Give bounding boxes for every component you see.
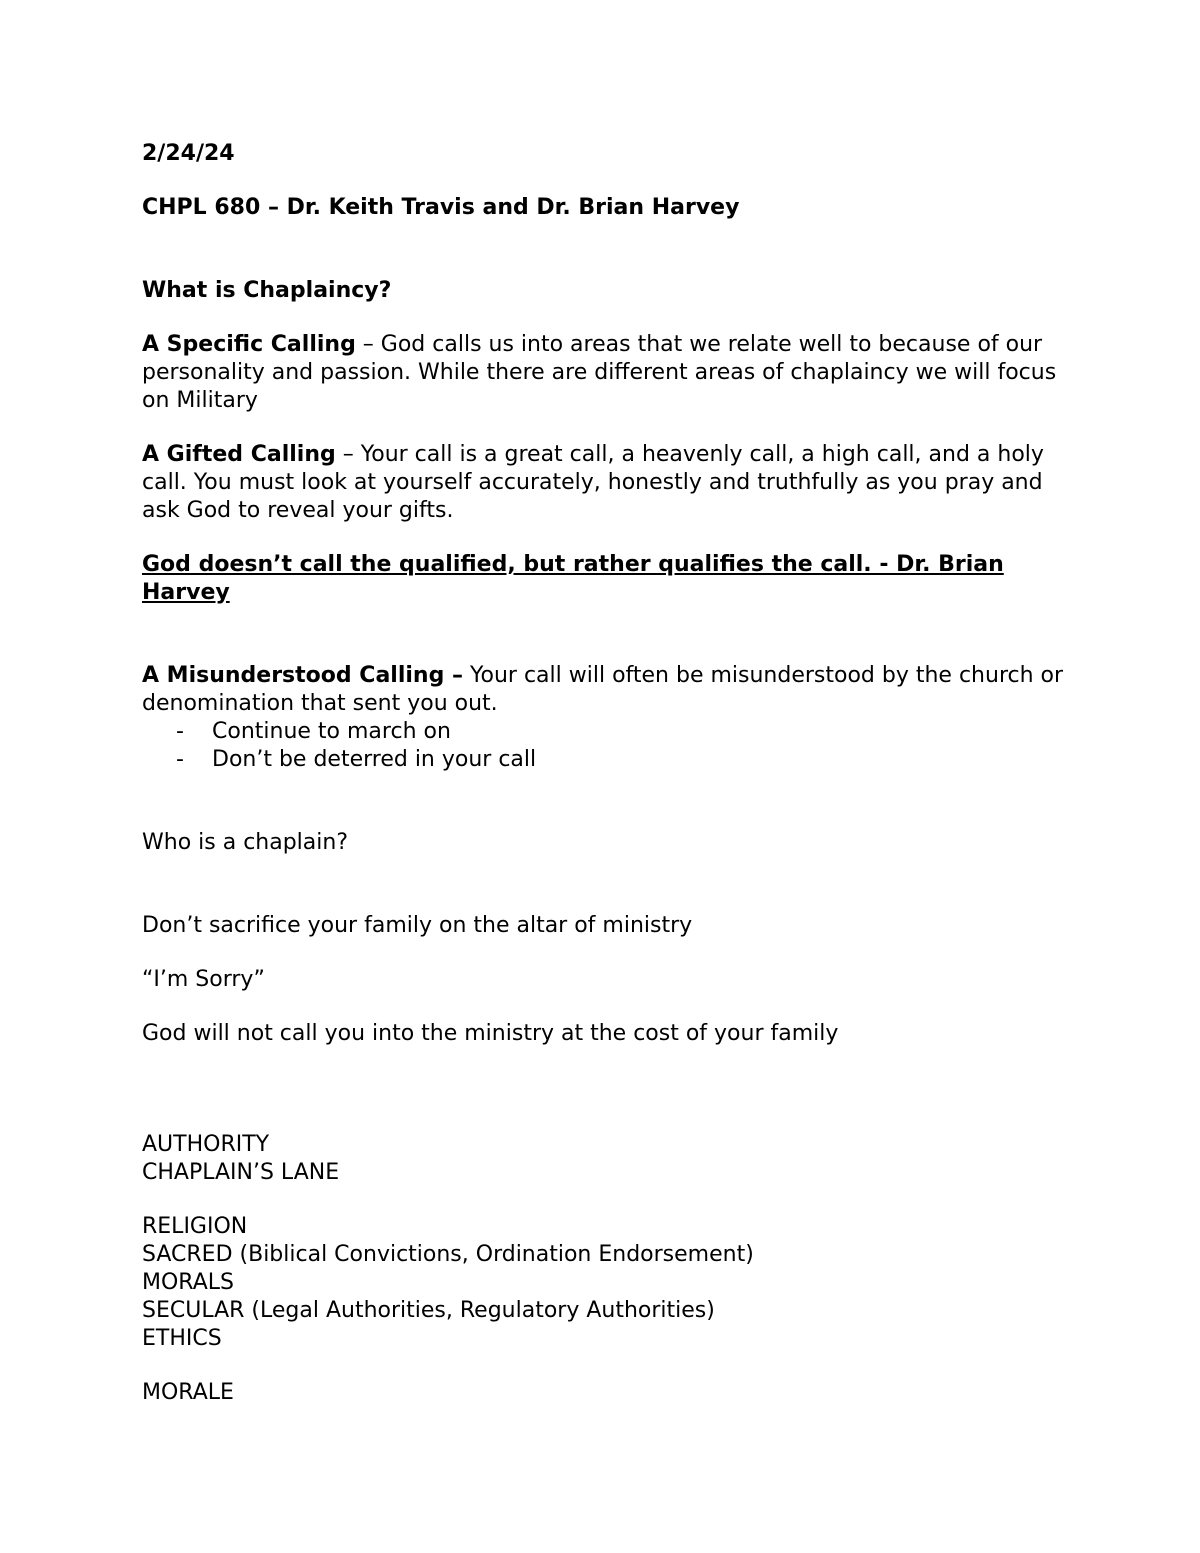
course-title: CHPL 680 – Dr. Keith Travis and Dr. Brian Harvey [142,195,740,220]
gifted-calling-paragraph [142,441,1072,525]
section-heading: What is Chaplaincy? [142,278,392,303]
dash-bullet: - [176,747,184,772]
dash-bullet: - [176,719,184,744]
gifted-calling-label: A Gifted Calling [142,442,336,467]
religion-item: RELIGION [142,1214,248,1239]
morale-item: MORALE [142,1380,234,1405]
specific-calling-paragraph [142,331,1072,415]
list-item [142,718,1072,746]
gifted-calling-text: – Your call is a great call, a heavenly call, a high call, and a holy call. You must look at yourself accurately, honestly and truthfully as you pray and ask God to reveal your gifts. [142,442,1044,523]
list-item-text: Continue to march on [212,719,451,744]
misunderstood-calling-paragraph [142,662,1072,718]
secular-item: SECULAR (Legal Authorities, Regulatory Authorities) [142,1298,715,1323]
date: 2/24/24 [142,141,235,166]
sacred-item: SACRED (Biblical Convictions, Ordination Endorsement) [142,1242,754,1267]
family-cost-line: God will not call you into the ministry at the cost of your family [142,1021,839,1046]
who-is-chaplain: Who is a chaplain? [142,830,349,855]
specific-calling-label: A Specific Calling [142,332,356,357]
sorry-line: “I’m Sorry” [142,967,265,992]
authority-item: AUTHORITY [142,1132,270,1157]
list-item-text: Don’t be deterred in your call [212,747,537,772]
document-page [142,140,1072,1407]
misunderstood-calling-text: Your call will often be misunderstood by the church or denomination that sent you out. [142,663,1064,716]
list-item [142,746,1072,774]
ethics-item: ETHICS [142,1326,222,1351]
misunderstood-calling-label: A Misunderstood Calling – [142,663,463,688]
quote: God doesn’t call the qualified, but rather qualifies the call. - Dr. Brian Harvey [142,552,1004,605]
chaplains-lane-item: CHAPLAIN’S LANE [142,1160,340,1185]
misunderstood-calling-list [142,718,1072,774]
morals-item: MORALS [142,1270,234,1295]
specific-calling-text: – God calls us into areas that we relate well to because of our personality and passion. While there are different areas of chaplaincy we will focus on Military [142,332,1057,413]
family-line: Don’t sacrifice your family on the altar of ministry [142,913,693,938]
